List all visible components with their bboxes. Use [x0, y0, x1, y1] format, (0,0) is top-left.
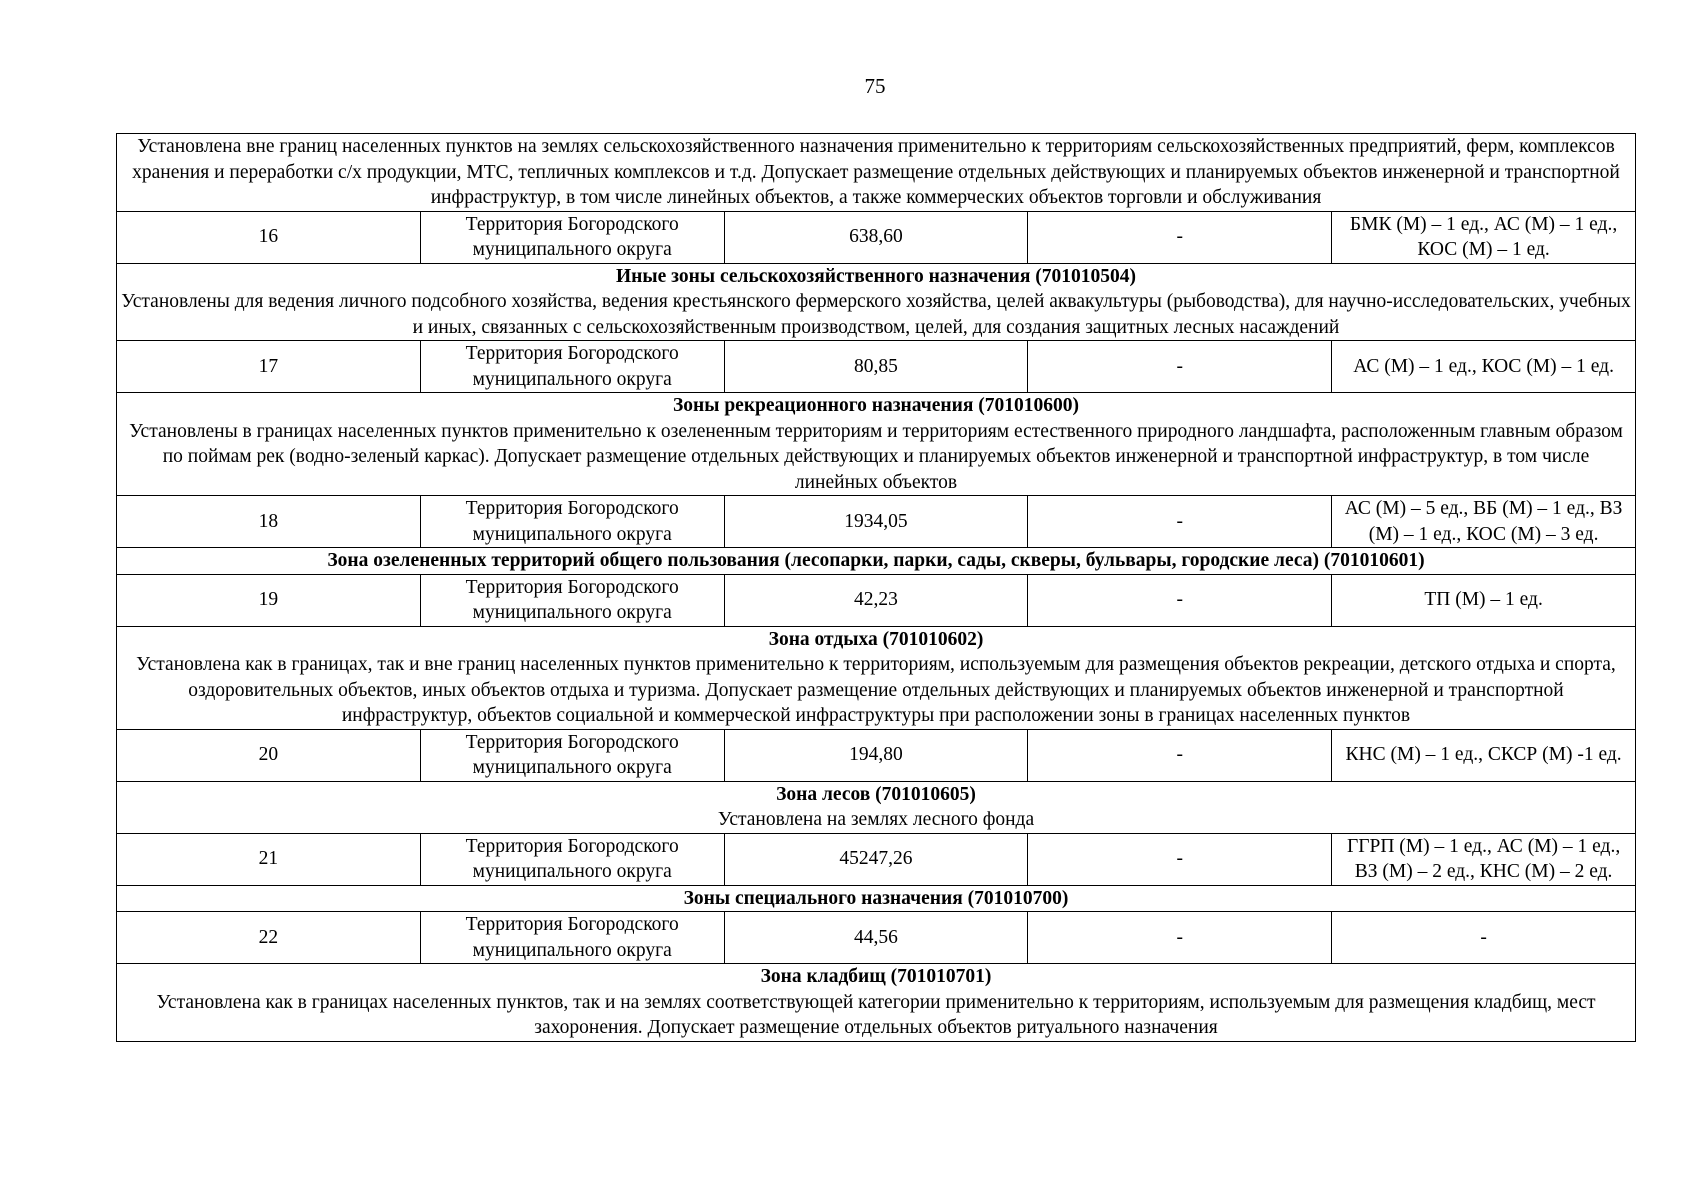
zone-title: Зоны рекреационного назначения (701010600) — [672, 395, 1080, 416]
row-number-cell: 21 — [117, 833, 421, 885]
territory-cell: Территория Богородского муниципального округа — [420, 496, 724, 548]
zone-title: Зоны специального назначения (701010700) — [683, 887, 1069, 909]
zone-header-cell — [117, 134, 1636, 212]
row-number-cell: 17 — [117, 341, 421, 393]
area-cell: 1934,05 — [724, 496, 1028, 548]
area-cell: 80,85 — [724, 341, 1028, 393]
empty-value-cell: - — [1028, 211, 1332, 263]
empty-value-cell: - — [1028, 341, 1332, 393]
objects-cell: АС (М) – 1 ед., КОС (М) – 1 ед. — [1332, 341, 1636, 393]
row-number-cell: 20 — [117, 729, 421, 781]
zone-header-cell — [117, 548, 1636, 575]
empty-value-cell: - — [1028, 912, 1332, 964]
table-row — [117, 211, 1636, 263]
territory-cell: Территория Богородского муниципального округа — [420, 341, 724, 393]
area-cell: 42,23 — [724, 574, 1028, 626]
zone-description: Установлена как в границах, так и вне границ населенных пунктов применительно к территориям, используемым для размещения объектов рекреации, детского отдыха и спорта, оздоровительных объектов, иных объектов отдыха и туризма. Допускает размещение отдельных действующих и планируемых объектов инженерной и транспортной инфраструктур, объектов социальной и коммерческой инфраструктуры при расположении зоны в границах населенных пунктов — [136, 654, 1616, 726]
objects-cell: БМК (М) – 1 ед., АС (М) – 1 ед., КОС (М) – 1 ед. — [1332, 211, 1636, 263]
empty-value-cell: - — [1028, 729, 1332, 781]
table-row — [117, 341, 1636, 393]
table-row — [117, 496, 1636, 548]
empty-value-cell: - — [1028, 574, 1332, 626]
objects-cell: АС (М) – 5 ед., ВБ (М) – 1 ед., ВЗ (М) – 1 ед., КОС (М) – 3 ед. — [1332, 496, 1636, 548]
area-cell: 45247,26 — [724, 833, 1028, 885]
zone-title: Иные зоны сельскохозяйственного назначения (701010504) — [616, 265, 1136, 287]
page-number: 75 — [864, 74, 886, 98]
territory-cell: Территория Богородского муниципального округа — [420, 729, 724, 781]
area-cell: 194,80 — [724, 729, 1028, 781]
zone-title: Зона отдыха (701010602) — [768, 628, 984, 650]
zone-header-cell — [117, 626, 1636, 729]
row-number-cell: 19 — [117, 574, 421, 626]
objects-cell: КНС (М) – 1 ед., СКСР (М) -1 ед. — [1332, 729, 1636, 781]
zone-header-row — [117, 263, 1636, 341]
zone-header-row — [117, 964, 1636, 1042]
zone-description: Установлена как в границах населенных пунктов, так и на землях соответствующей категории применительно к территориям, используемым для размещения кладбищ, мест захоронения. Допускает размещение отдельных объектов ритуального назначения — [156, 991, 1596, 1038]
zone-description: Установлены в границах населенных пунктов применительно к озелененным территориям и территориям естественного природного ландшафта, расположенным главным образом по поймам рек (водно-зеленый каркас). Допускает размещение отдельных действующих и планируемых объектов инженерной и транспортной инфраструктур, в том числе линейных объектов — [129, 420, 1623, 493]
area-cell: 638,60 — [724, 211, 1028, 263]
table-row — [117, 912, 1636, 964]
area-cell: 44,56 — [724, 912, 1028, 964]
zone-header-row — [117, 393, 1636, 496]
objects-cell: ГГРП (М) – 1 ед., АС (М) – 1 ед., ВЗ (М) – 2 ед., КНС (М) – 2 ед. — [1332, 833, 1636, 885]
zones-table — [116, 133, 1636, 1042]
zone-header-cell — [117, 263, 1636, 341]
zone-header-row — [117, 134, 1636, 212]
empty-value-cell: - — [1028, 833, 1332, 885]
zone-description: Установлена вне границ населенных пунктов на землях сельскохозяйственного назначения применительно к территориям сельскохозяйственных предприятий, ферм, комплексов хранения и переработки с/х продукции, МТС, тепличных комплексов и т.д. Допускает размещение отдельных действующих и планируемых объектов инженерной и транспортной инфраструктур, в том числе линейных объектов, а также коммерческих объектов торговли и обслуживания — [132, 136, 1620, 208]
zone-header-cell — [117, 781, 1636, 833]
row-number-cell: 18 — [117, 496, 421, 548]
territory-cell: Территория Богородского муниципального округа — [420, 833, 724, 885]
zone-header-row — [117, 885, 1636, 912]
zone-description: Установлена на землях лесного фонда — [717, 809, 1035, 830]
zone-title: Зона кладбищ (701010701) — [760, 966, 992, 987]
table-row — [117, 833, 1636, 885]
zone-header-row — [117, 626, 1636, 729]
zone-header-cell — [117, 393, 1636, 496]
row-number-cell: 16 — [117, 211, 421, 263]
zone-title: Зона лесов (701010605) — [776, 783, 976, 805]
territory-cell: Территория Богородского муниципального округа — [420, 211, 724, 263]
empty-value-cell: - — [1028, 496, 1332, 548]
objects-cell: ТП (М) – 1 ед. — [1332, 574, 1636, 626]
zone-header-row — [117, 781, 1636, 833]
zone-title: Зона озелененных территорий общего пользования (лесопарки, парки, сады, скверы, бульвары, городские леса) (701010601) — [327, 550, 1425, 571]
zone-header-row — [117, 548, 1636, 575]
objects-cell: - — [1332, 912, 1636, 964]
zone-header-cell — [117, 885, 1636, 912]
territory-cell: Территория Богородского муниципального округа — [420, 574, 724, 626]
zone-header-cell — [117, 964, 1636, 1042]
table-row — [117, 574, 1636, 626]
table-row — [117, 729, 1636, 781]
zone-description: Установлены для ведения личного подсобного хозяйства, ведения крестьянского фермерского хозяйства, целей аквакультуры (рыбоводства), для научно-исследовательских, учебных и иных, связанных с сельскохозяйственным производством, целей, для создания защитных лесных насаждений — [121, 291, 1631, 338]
territory-cell: Территория Богородского муниципального округа — [420, 912, 724, 964]
row-number-cell: 22 — [117, 912, 421, 964]
